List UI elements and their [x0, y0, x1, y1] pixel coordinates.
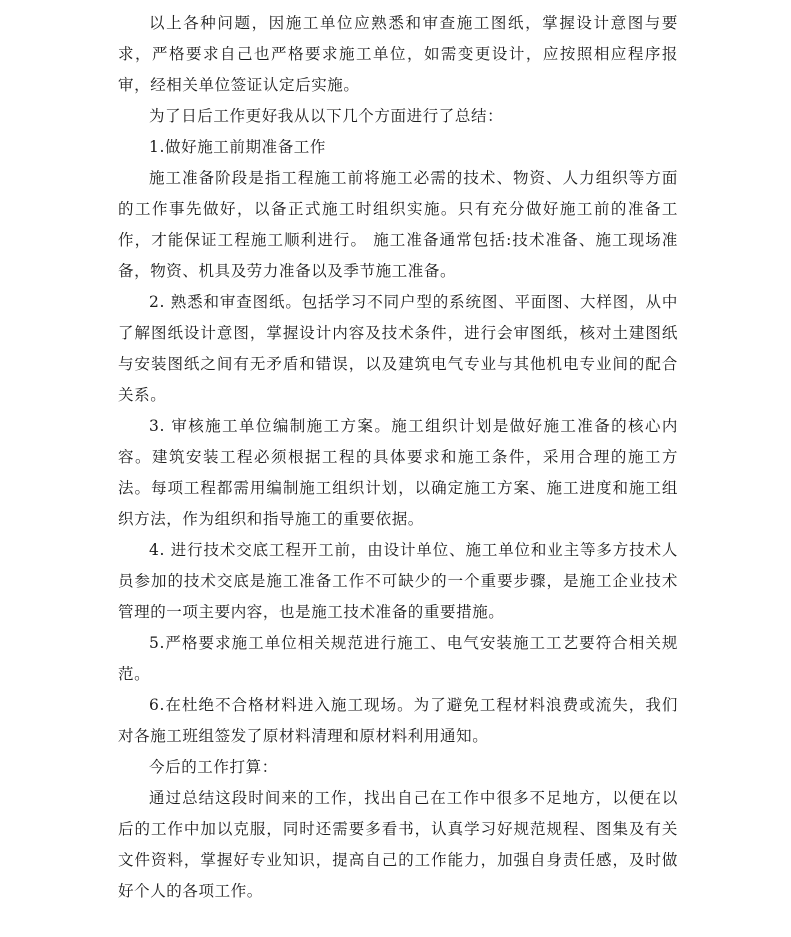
heading-future-plans: 今后的工作打算： — [149, 758, 278, 776]
paragraph-item-3: 3. 审核施工单位编制施工方案。施工组织计划是做好施工准备的核心内容。建筑安装工程必须根据工程的具体要求和施工条件，采用合理的施工方法。每项工程都需用编制施工组织计划，以确定施工方案、施工进度和施工组织方法，作为组织和指导施工的重要依据。 — [118, 417, 678, 528]
paragraph-preparation: 施工准备阶段是指工程施工前将施工必需的技术、物资、人力组织等方面的工作事先做好，以备正式施工时组织实施。只有充分做好施工前的准备工作，才能保证工程施工顺利进行。 施工准备通常包括:技术准备、施工现场准备，物资、机具及劳力准备以及季节施工准备。 — [118, 169, 678, 280]
paragraph-item-4: 4. 进行技术交底工程开工前，由设计单位、施工单位和业主等多方技术人员参加的技术交底是施工准备工作不可缺少的一个重要步骤，是施工企业技术管理的一项主要内容，也是施工技术准备的重要措施。 — [118, 541, 678, 621]
paragraph-item-6: 6.在杜绝不合格材料进入施工现场。为了避免工程材料浪费或流失，我们对各施工班组签发了原材料清理和原材料利用通知。 — [118, 696, 678, 745]
heading-item-1: 1.做好施工前期准备工作 — [149, 138, 326, 156]
paragraph-item-5: 5.严格要求施工单位相关规范进行施工、电气安装施工工艺要符合相关规范。 — [118, 634, 678, 683]
document-page — [118, 8, 678, 907]
paragraph-item-2: 2. 熟悉和审查图纸。包括学习不同户型的系统图、平面图、大样图，从中了解图纸设计意图，掌握设计内容及技术条件，进行会审图纸，核对土建图纸与安装图纸之间有无矛盾和错误，以及建筑电气专业与其他机电专业间的配合关系。 — [118, 293, 678, 404]
paragraph-conclusion: 通过总结这段时间来的工作，找出自己在工作中很多不足地方，以便在以后的工作中加以克服，同时还需要多看书，认真学习好规范规程、图集及有关文件资料，掌握好专业知识，提高自己的工作能力，加强自身责任感，及时做好个人的各项工作。 — [118, 789, 678, 900]
paragraph-summary-intro: 为了日后工作更好我从以下几个方面进行了总结： — [149, 107, 504, 125]
paragraph-intro-problems: 以上各种问题，因施工单位应熟悉和审查施工图纸，掌握设计意图与要求，严格要求自己也严格要求施工单位，如需变更设计，应按照相应程序报审，经相关单位签证认定后实施。 — [118, 14, 678, 94]
